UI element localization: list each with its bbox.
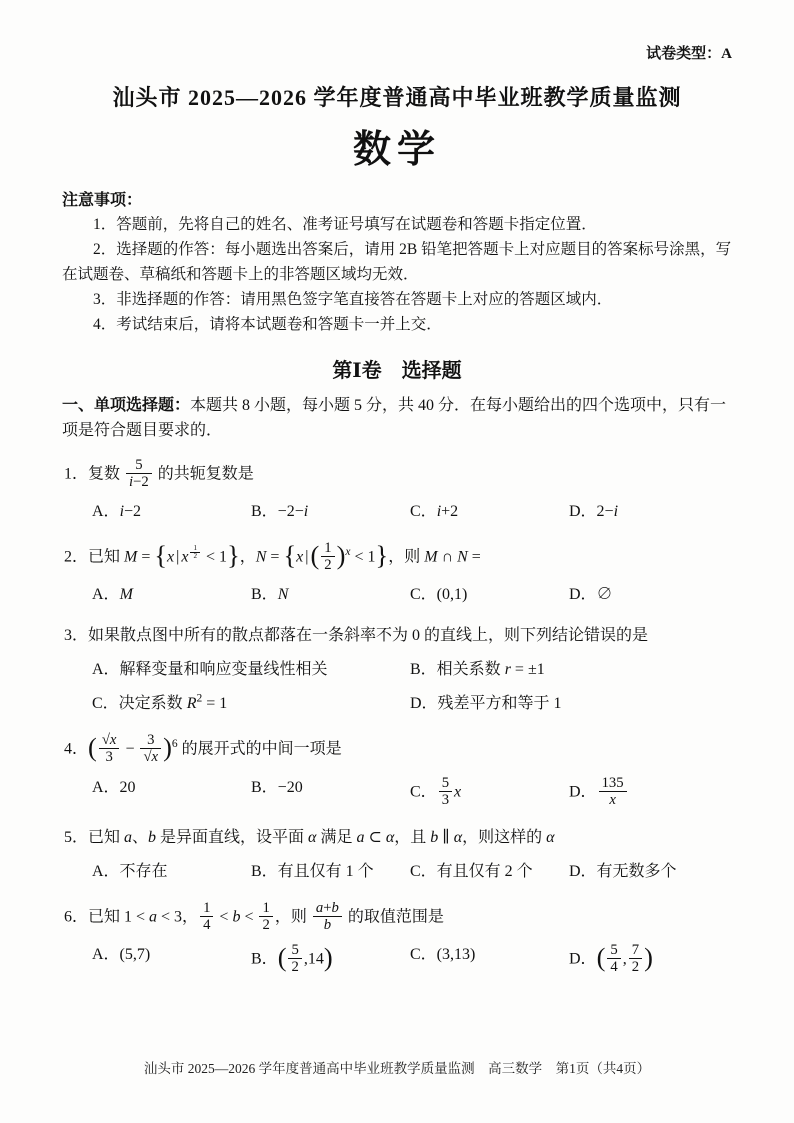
question-2-option-b: B．N <box>251 586 289 604</box>
question-6-options <box>62 938 732 981</box>
question-5-option-c: C．有且仅有 2 个 <box>410 862 533 880</box>
question-3-option-b: B．相关系数 r = ±1 <box>410 661 545 679</box>
question-4-stem: 4．( $\frac{√x}{3}$ − $\frac{3}{√x}$ )$^6$ 的展开式的中间一项是 <box>64 732 342 766</box>
subject-title: 数学 <box>352 129 441 171</box>
question-5-option-a: A．不存在 <box>92 862 168 880</box>
question-6-option-b: B．( $\frac{5}{2}$ ,14) <box>251 942 333 976</box>
question-2 <box>62 535 732 612</box>
question-3-stem: 3．如果散点图中所有的散点都落在一条斜率不为 0 的直线上，则下列结论错误的是 <box>64 627 649 645</box>
section-title: 第Ⅰ卷 选择题 <box>332 359 462 382</box>
section-intro-lead: 一、单项选择题： <box>62 396 191 414</box>
question-5-option-d: D．有无数多个 <box>569 862 677 880</box>
notice-item-4: 4．考试结束后，请将本试题卷和答题卡一并上交． <box>93 316 442 334</box>
question-4-option-d: D． $\frac{135}{x}$ <box>569 771 728 814</box>
question-3 <box>62 618 732 721</box>
question-1 <box>62 452 732 529</box>
question-3-option-d: D．残差平方和等于 1 <box>410 695 562 713</box>
notice-item-3: 3．非选择题的作答：请用黑色签字笔直接答在答题卡上对应的答题区域内． <box>93 291 613 309</box>
notice-title: 注意事项： <box>62 192 143 209</box>
question-4-options <box>62 771 732 814</box>
page-footer: 汕头市 2025—2026 学年度普通高中毕业班教学质量监测 高三数学 第1页（共4页） <box>143 1061 651 1076</box>
question-1-option-b: B．−2−i <box>251 503 309 521</box>
question-5-options <box>62 855 732 889</box>
question-6-stem: 6．已知 1 < a < 3， $\frac{1}{4}$ < b < $\frac{1}{2}$ ，则 $\frac{a+b}{b}$ 的取值范围是 <box>64 899 444 934</box>
question-4 <box>62 727 732 814</box>
question-2-options <box>62 578 732 612</box>
exam-title: 汕头市 2025—2026 学年度普通高中毕业班教学质量监测 <box>112 85 682 110</box>
question-6-option-d: D．( $\frac{5}{4}$ , $\frac{7}{2}$ ) <box>569 942 653 976</box>
question-4-option-a: A．20 <box>92 778 136 796</box>
question-3-option-c: C．决定系数 $R^2 = 1$ <box>92 692 228 713</box>
section-intro-rest: 本题共 8 小题，每小题 5 分，共 40 分．在每小题给出的四个选项中，只有一项是符合题目要求的． <box>62 396 727 440</box>
paper-type-label: 试卷类型：A <box>646 46 732 62</box>
question-1-options <box>62 495 732 529</box>
notice-item-1: 1．答题前，先将自己的姓名、准考证号填写在试题卷和答题卡指定位置． <box>93 216 597 233</box>
question-2-stem: 2．已知 M = {x | x $^{\frac{1}{2}}$ < 1}，N = {x |( $\frac{1}{2}$ )$^x$ < 1}，则 M ∩ N = <box>64 539 481 574</box>
question-3-option-a: A．解释变量和响应变量线性相关 <box>92 661 328 679</box>
notice-section <box>62 187 732 338</box>
question-1-stem: 1．复数 $\frac{5}{i-2}$ 的共轭复数是 <box>64 456 254 490</box>
question-5 <box>62 820 732 889</box>
question-2-option-c: C．(0,1) <box>410 586 468 604</box>
question-1-option-d: D．2−i <box>569 503 619 521</box>
notice-item-2: 2．选择题的作答：每小题选出答案后，请用 2B 铅笔把答题卡上对应题目的答案标号涂黑，写在试题卷、草稿纸和答题卡上的非答题区域均无效． <box>62 241 732 284</box>
question-6-option-a: A．(5,7) <box>92 946 151 964</box>
question-6 <box>62 895 732 982</box>
question-3-options <box>62 653 732 721</box>
question-2-option-a: A．M <box>92 586 133 604</box>
question-1-option-c: C．i+2 <box>410 503 459 521</box>
question-4-option-b: B．−20 <box>251 778 303 796</box>
question-2-option-d: D．∅ <box>569 586 613 604</box>
question-4-option-c: C． $\frac{5}{3}$ x <box>410 774 462 808</box>
question-5-option-b: B．有且仅有 1 个 <box>251 862 374 880</box>
question-6-option-c: C．(3,13) <box>410 946 476 964</box>
question-1-option-a: A．i−2 <box>92 503 142 521</box>
question-5-stem: 5．已知 a、b 是异面直线，设平面 α 满足 a ⊂ α，且 b ∥ α，则这样的 α <box>64 829 555 847</box>
section-intro <box>62 393 732 444</box>
